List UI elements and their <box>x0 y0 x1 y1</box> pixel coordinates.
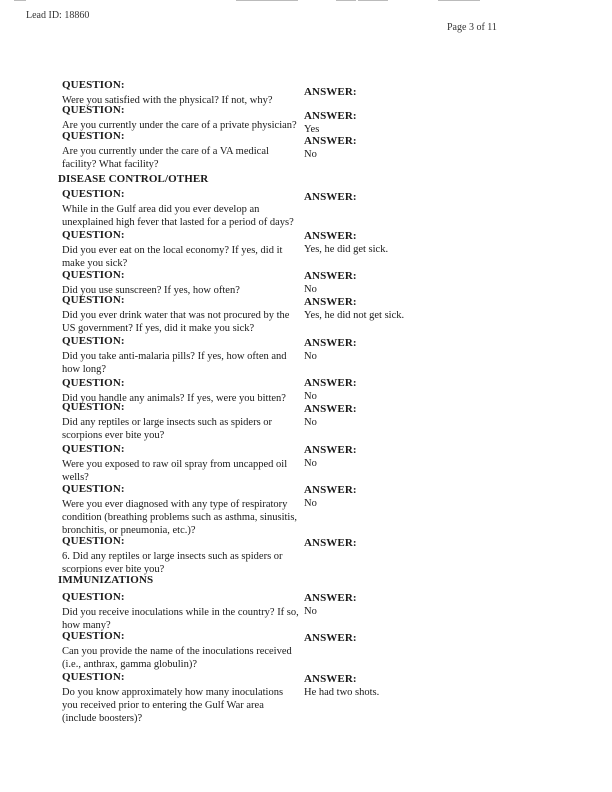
answer-block <box>304 230 554 255</box>
question-label: QUESTION: <box>62 483 125 495</box>
question-text: US government? If yes, did it make you sick? <box>62 323 255 334</box>
question-text: how long? <box>62 364 107 375</box>
question-text: unexplained high fever that lasted for a period of days? <box>62 217 294 228</box>
question-label: QUESTION: <box>62 130 125 142</box>
question-block <box>62 130 302 171</box>
answer-label: ANSWER: <box>304 632 357 644</box>
answer-label: ANSWER: <box>304 296 357 308</box>
question-block <box>62 483 302 537</box>
question-block <box>62 188 302 229</box>
question-text: how many? <box>62 620 111 631</box>
question-label: QUESTION: <box>62 269 125 281</box>
scan-artifact <box>14 0 26 1</box>
question-label: QUESTION: <box>62 630 125 642</box>
question-text: Did you ever drink water that was not procured by the <box>62 310 290 321</box>
question-text: Can you provide the name of the inoculations received <box>62 646 292 657</box>
question-text: Are you currently under the care of a private physician? <box>62 120 297 131</box>
scan-artifact <box>336 0 356 1</box>
section-heading-disease-control: DISEASE CONTROL/OTHER <box>58 173 209 185</box>
question-block <box>62 535 302 576</box>
question-text: Do you know approximately how many inoculations <box>62 687 284 698</box>
answer-value: No <box>304 284 317 295</box>
answer-label: ANSWER: <box>304 270 357 282</box>
answer-label: ANSWER: <box>304 86 357 98</box>
question-text: Did you take anti-malaria pills? If yes, how often and <box>62 351 287 362</box>
answer-label: ANSWER: <box>304 337 357 349</box>
scan-artifact <box>438 0 480 1</box>
question-label: QUESTION: <box>62 294 125 306</box>
question-label: QUESTION: <box>62 79 125 91</box>
question-text: While in the Gulf area did you ever develop an <box>62 204 260 215</box>
answer-value: Yes, he did get sick. <box>304 244 389 255</box>
answer-value: No <box>304 458 317 469</box>
answer-label: ANSWER: <box>304 110 357 122</box>
answer-label: ANSWER: <box>304 403 357 415</box>
answer-block <box>304 191 554 205</box>
question-label: QUESTION: <box>62 401 125 413</box>
answer-label: ANSWER: <box>304 484 357 496</box>
question-text: wells? <box>62 472 89 483</box>
question-block <box>62 630 302 671</box>
answer-block <box>304 377 554 402</box>
answer-value: No <box>304 391 317 402</box>
question-text: Did you use sunscreen? If yes, how often? <box>62 285 240 296</box>
answer-block <box>304 592 554 617</box>
question-block <box>62 443 302 484</box>
answer-block <box>304 632 554 646</box>
question-text: Did you handle any animals? If yes, were you bitten? <box>62 393 286 404</box>
answer-block <box>304 270 554 295</box>
lead-id: Lead ID: 18860 <box>26 10 90 21</box>
answer-block <box>304 110 554 135</box>
answer-block <box>304 337 554 362</box>
question-text: scorpions ever bite you? <box>62 564 165 575</box>
answer-label: ANSWER: <box>304 673 357 685</box>
scan-artifact <box>236 0 298 1</box>
question-label: QUESTION: <box>62 104 125 116</box>
answer-label: ANSWER: <box>304 537 357 549</box>
answer-block <box>304 673 554 698</box>
question-label: QUESTION: <box>62 671 125 683</box>
question-label: QUESTION: <box>62 443 125 455</box>
question-block <box>62 104 302 132</box>
question-block <box>62 335 302 376</box>
question-label: QUESTION: <box>62 188 125 200</box>
question-block <box>62 294 302 335</box>
question-text: Were you exposed to raw oil spray from uncapped oil <box>62 459 288 470</box>
answer-value: No <box>304 351 317 362</box>
answer-value: No <box>304 417 317 428</box>
answer-value: He had two shots. <box>304 687 380 698</box>
question-block <box>62 591 302 632</box>
answer-value: Yes <box>304 124 320 135</box>
answer-block <box>304 135 554 160</box>
answer-block <box>304 537 554 551</box>
answer-block <box>304 484 554 509</box>
question-text: Did you receive inoculations while in the country? If so, <box>62 607 299 618</box>
question-block <box>62 671 302 725</box>
scan-artifact <box>358 0 388 1</box>
question-label: QUESTION: <box>62 377 125 389</box>
answer-block <box>304 403 554 428</box>
answer-label: ANSWER: <box>304 377 357 389</box>
question-text: you received prior to entering the Gulf War area <box>62 700 264 711</box>
question-label: QUESTION: <box>62 535 125 547</box>
question-text: facility? What facility? <box>62 159 159 170</box>
question-label: QUESTION: <box>62 591 125 603</box>
question-block <box>62 229 302 270</box>
answer-block <box>304 444 554 469</box>
question-block <box>62 79 302 107</box>
question-text: Were you ever diagnosed with any type of respiratory <box>62 499 288 510</box>
section-heading-immunizations: IMMUNIZATIONS <box>58 574 154 586</box>
question-text: Did any reptiles or large insects such as spiders or <box>62 417 273 428</box>
answer-label: ANSWER: <box>304 592 357 604</box>
question-text: (i.e., anthrax, gamma globulin)? <box>62 659 197 670</box>
answer-block <box>304 86 554 100</box>
question-text: condition (breathing problems such as asthma, sinusitis, <box>62 512 298 523</box>
question-label: QUESTION: <box>62 335 125 347</box>
question-label: QUESTION: <box>62 229 125 241</box>
question-block <box>62 401 302 442</box>
question-text: 6. Did any reptiles or large insects such as spiders or <box>62 551 283 562</box>
answer-value: No <box>304 498 317 509</box>
question-text: Did you ever eat on the local economy? If yes, did it <box>62 245 283 256</box>
question-text: scorpions ever bite you? <box>62 430 165 441</box>
answer-value: No <box>304 606 317 617</box>
page-number: Page 3 of 11 <box>447 22 497 33</box>
answer-label: ANSWER: <box>304 135 357 147</box>
question-text: make you sick? <box>62 258 128 269</box>
answer-value: Yes, he did not get sick. <box>304 310 405 321</box>
answer-label: ANSWER: <box>304 230 357 242</box>
question-text: Were you satisfied with the physical? If not, why? <box>62 95 273 106</box>
answer-block <box>304 296 554 321</box>
question-text: (include boosters)? <box>62 713 143 724</box>
question-text: Are you currently under the care of a VA medical <box>62 146 269 157</box>
answer-label: ANSWER: <box>304 191 357 203</box>
answer-value: No <box>304 149 317 160</box>
answer-label: ANSWER: <box>304 444 357 456</box>
question-block <box>62 269 302 297</box>
question-text: bronchitis, or pneumonia, etc.)? <box>62 525 196 536</box>
